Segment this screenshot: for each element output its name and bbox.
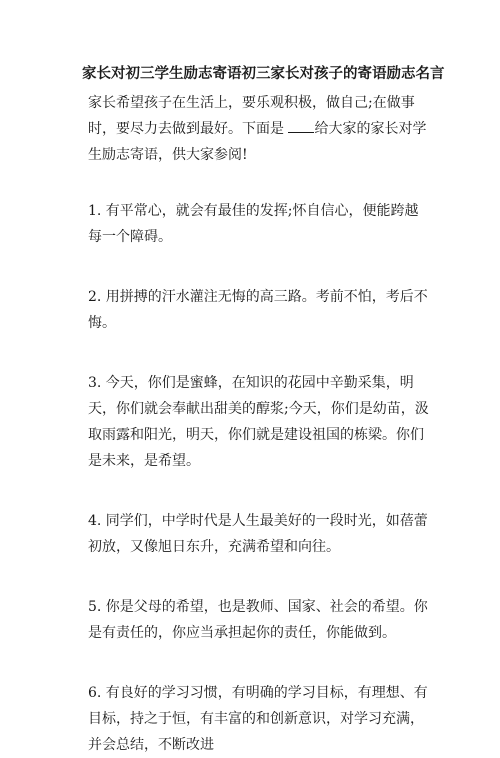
list-item: 1. 有平常心，就会有最佳的发挥;怀自信心，便能跨越每一个障碍。 bbox=[88, 203, 419, 245]
list-item: 2. 用拼搏的汗水灌注无悔的高三路。考前不怕，考后不悔。 bbox=[88, 289, 428, 331]
document-title: 家长对初三学生励志寄语初三家长对孩子的寄语励志名言 bbox=[82, 65, 445, 82]
intro-text-part2: 给大家的家长对学生励志寄语，供大家参阅! bbox=[88, 121, 427, 163]
intro-paragraph bbox=[88, 90, 432, 168]
list-item: 5. 你是父母的希望，也是教师、国家、社会的希望。你是有责任的，你应当承担起你的责任，你能做到。 bbox=[88, 599, 428, 641]
list-item: 6. 有良好的学习习惯，有明确的学习目标，有理想、有目标，持之于恒，有丰富的和创新意识，对学习充满，并会总结，不断改进 bbox=[88, 685, 428, 753]
list-item: 4. 同学们，中学时代是人生最美好的一段时光，如蓓蕾初放，又像旭日东升，充满希望和向往。 bbox=[88, 513, 428, 555]
list-item: 3. 今天，你们是蜜蜂，在知识的花园中辛勤采集，明天，你们就会奉献出甜美的醇浆;今天，你们是幼苗，汲取雨露和阳光，明天，你们就是建设祖国的栋梁。你们是未来，是希望。 bbox=[88, 375, 429, 469]
blank-underline bbox=[288, 120, 314, 133]
intro-text-part1: 家长希望孩子在生活上，要乐观积极，做自己;在做事时，要尽力去做到最好。下面是 bbox=[88, 95, 415, 137]
